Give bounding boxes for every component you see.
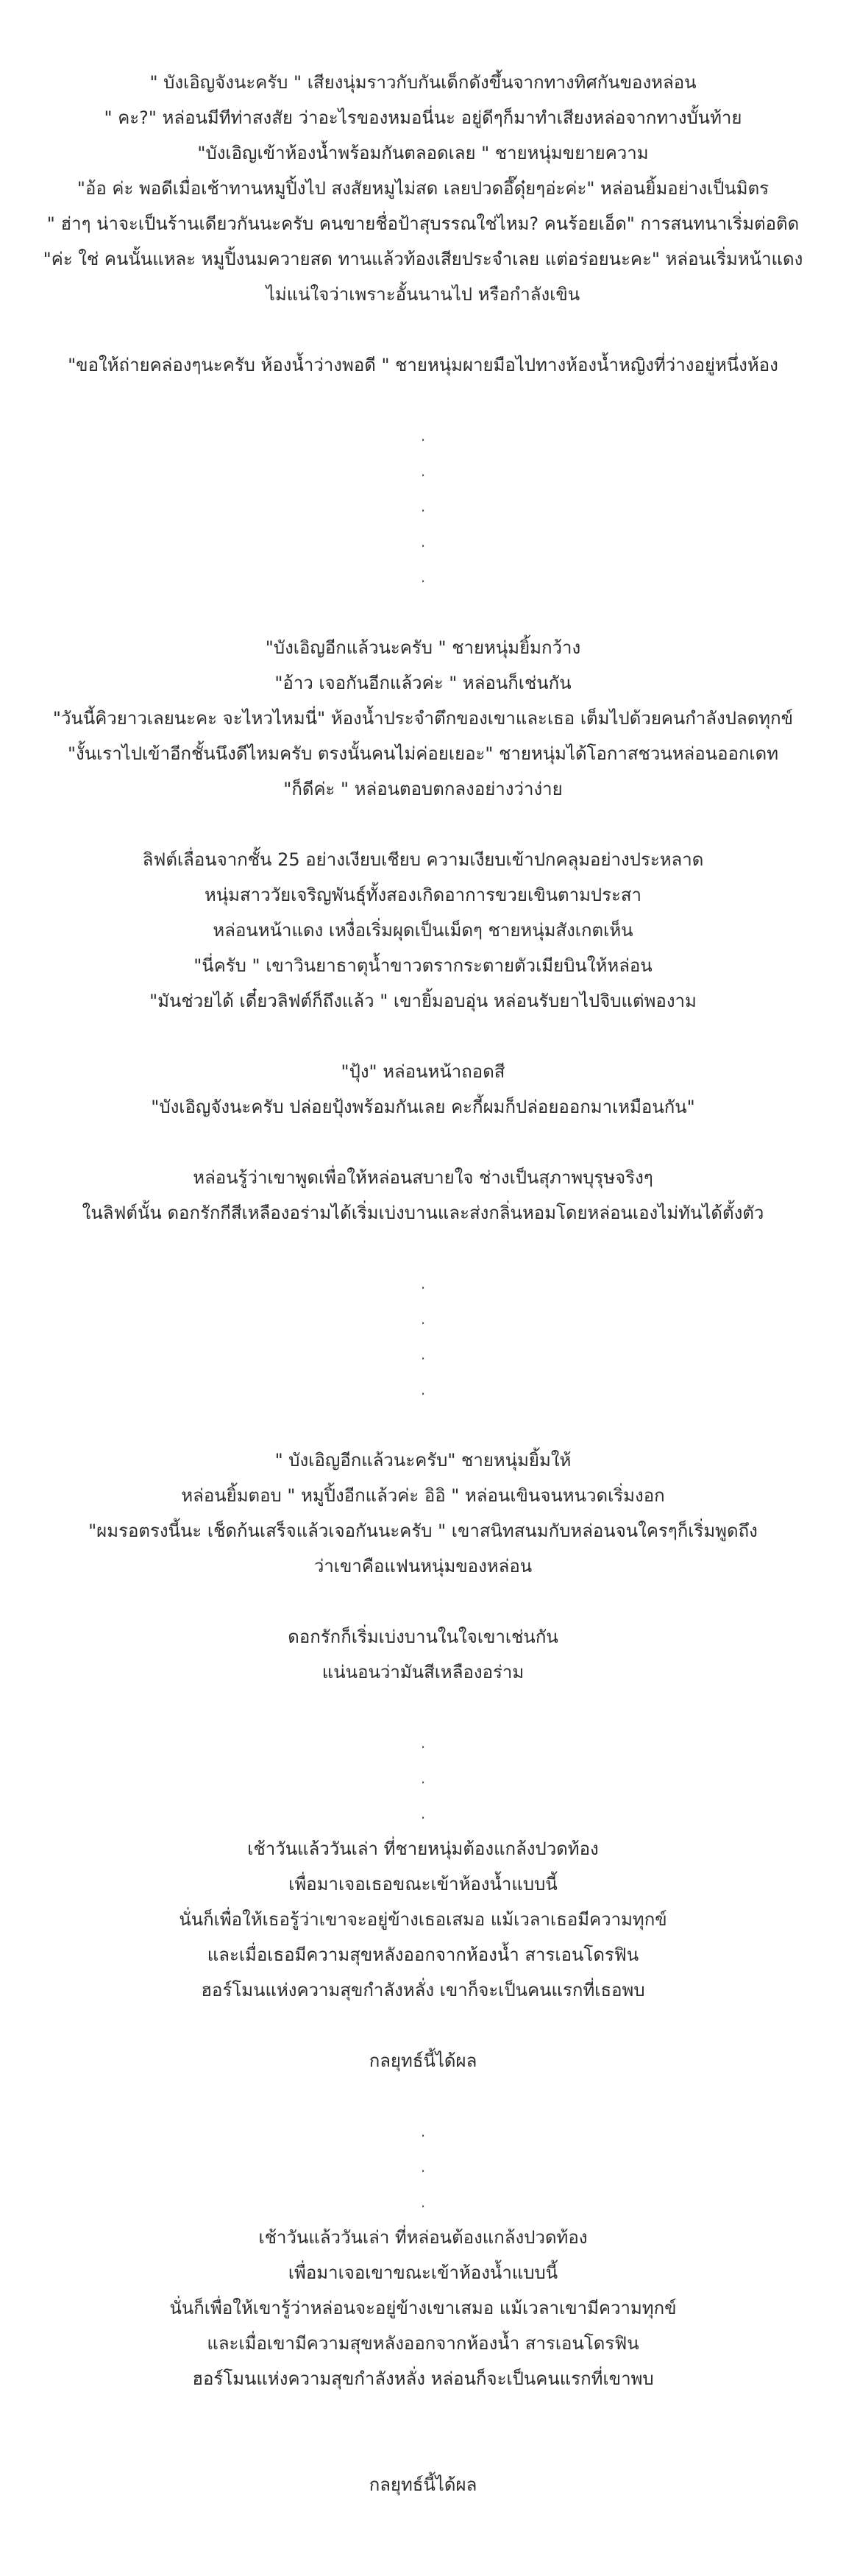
scene-break-dot: . — [420, 1381, 426, 1398]
story-line: เช้าวันแล้ววันเล่า ที่หล่อนต้องแกล้งปวดท้อง — [258, 2227, 588, 2248]
story-line: และเมื่อเธอมีความสุขหลังออกจากห้องน้ำ สารเอนโดรฟิน — [207, 1945, 639, 1965]
story-line: กลยุทธ์นี้ได้ผล — [369, 2474, 477, 2495]
story-line: ในลิฟต์นั้น ดอกรักกีสีเหลืองอร่ามได้เริ่มเบ่งบานและส่งกลิ่นหอมโดยหล่อนเองไม่ทันได้ตั้งตัว — [82, 1203, 764, 1223]
paragraph-gap — [0, 1690, 846, 1725]
story-line: "บังเอิญจังนะครับ ปล่อยปุ้งพร้อมกันเลย คะกี้ผมก็ปล่อยออกมาเหมือนกัน" — [151, 1097, 695, 1117]
scene-break-dot: . — [420, 1769, 426, 1787]
paragraph-gap — [0, 1019, 846, 1054]
story-line: นั่นก็เพื่อให้เขารู้ว่าหล่อนจะอยู่ข้างเขาเสมอ แม้เวลาเขามีความทุกข์ — [169, 2298, 677, 2318]
scene-break-dot: . — [420, 1345, 426, 1363]
story-line: "มันช่วยได้ เดี๋ยวลิฟต์ก็ถึงแล้ว " เขายิ้มอบอุ่น หล่อนรับยาไปจิบแต่พองาม — [149, 991, 697, 1011]
story-line: เช้าวันแล้ววันเล่า ที่ชายหนุ่มต้องแกล้งปวดท้อง — [247, 1839, 599, 1859]
story-line: "งั้นเราไปเข้าอีกชั้นนึงดีไหมครับ ตรงนั้นคนไม่ค่อยเยอะ" ชายหนุ่มได้โอกาสชวนหล่อนออกเดท — [67, 743, 779, 764]
story-line: " คะ?" หล่อนมีทีท่าสงสัย ว่าอะไรของหมอนี่นะ อยู่ดีๆก็มาทำเสียงหล่อจากทางบั้นท้าย — [104, 107, 742, 128]
scene-break-dot: . — [420, 1310, 426, 1328]
story-line: ลิฟต์เลื่อนจากชั้น 25 อย่างเงียบเชียบ ความเงียบเข้าปกคลุมอย่างประหลาด — [142, 849, 704, 870]
story-line: " บังเอิญอีกแล้วนะครับ" ชายหนุ่มยิ้มให้ — [274, 1450, 572, 1471]
story-line: "บังเอิญอีกแล้วนะครับ " ชายหนุ่มยิ้มกว้าง — [265, 637, 581, 658]
scene-break-dot: . — [420, 498, 426, 515]
scene-break-dot: . — [420, 1275, 426, 1292]
story-line: "ผมรอตรงนี้นะ เช็ดก้นเสร็จแล้วเจอกันนะครับ " เขาสนิทสนมกับหล่อนจนใครๆก็เริ่มพูดถึง — [88, 1521, 758, 1541]
story-body — [0, 65, 846, 2502]
paragraph-gap — [0, 312, 846, 347]
paragraph-gap — [0, 1584, 846, 1619]
paragraph-gap — [0, 2008, 846, 2043]
story-line: ฮอร์โมนแห่งความสุขกำลังหลั่ง เขาก็จะเป็นคนแรกที่เธอพบ — [201, 1980, 645, 2000]
story-line: หล่อนหน้าแดง เหงื่อเริ่มผุดเป็นเม็ดๆ ชายหนุ่มสังเกตเห็น — [213, 920, 633, 941]
story-line: "บังเอิญเข้าห้องน้ำพร้อมกันตลอดเลย " ชายหนุ่มขยายความ — [197, 143, 649, 163]
scene-break-dot: . — [420, 462, 426, 480]
paragraph-gap — [0, 2396, 846, 2432]
story-line: ฮอร์โมนแห่งความสุขกำลังหลั่ง หล่อนก็จะเป็นคนแรกที่เขาพบ — [192, 2368, 654, 2389]
paragraph-gap — [0, 383, 846, 418]
story-line: "นี่ครับ " เขาวินยาธาตุน้ำขาวตรากระตายตัวเมียบินให้หล่อน — [193, 955, 653, 976]
paragraph-gap — [0, 2078, 846, 2114]
story-line: หล่อนยิ้มตอบ " หมูปิ้งอีกแล้วค่ะ อิอิ " หล่อนเขินจนหนวดเริ่มงอก — [181, 1485, 665, 1506]
story-line: ว่าเขาคือแฟนหนุ่มของหล่อน — [313, 1556, 533, 1577]
story-line: " ฮ่าๆ น่าจะเป็นร้านเดียวกันนะครับ คนขายชื่อป้าสุบรรณใช่ไหม? คนร้อยเอ็ด" การสนทนาเริ่มต่อติด — [46, 213, 800, 234]
story-line: "ค่ะ ใช่ คนนั้นแหละ หมูปิ้งนมควายสด ทานแล้วท้องเสียประจำเลย แต่อร่อยนะคะ" หล่อนเริ่มหน้าแดง — [43, 249, 803, 269]
scene-break-dot: . — [420, 427, 426, 445]
story-line: "ก็ดีค่ะ " หล่อนตอบตกลงอย่างว่าง่าย — [283, 779, 563, 799]
scene-break-dot: . — [420, 2158, 426, 2176]
scene-break-dot: . — [420, 2193, 426, 2211]
story-line: นั่นก็เพื่อให้เธอรู้ว่าเขาจะอยู่ข้างเธอเสมอ แม้เวลาเธอมีความทุกข์ — [179, 1909, 667, 1930]
story-line: "วันนี้คิวยาวเลยนะคะ จะไหวไหมนี่" ห้องน้ำประจำตึกของเขาและเธอ เต็มไปด้วยคนกำลังปลดทุกข์ — [52, 708, 794, 729]
story-line: แน่นอนว่ามันสีเหลืองอร่าม — [321, 1662, 525, 1682]
story-line: และเมื่อเขามีความสุขหลังออกจากห้องน้ำ สารเอนโดรฟิน — [207, 2333, 639, 2354]
story-line: "ขอให้ถ่ายคล่องๆนะครับ ห้องน้ำว่างพอดี " ชายหนุ่มผายมือไปทางห้องน้ำหญิงที่ว่างอยู่หนึ่งห้อง — [68, 355, 778, 375]
story-line: หล่อนรู้ว่าเขาพูดเพื่อให้หล่อนสบายใจ ช่างเป็นสุภาพบุรุษจริงๆ — [193, 1167, 653, 1188]
scene-break-dot: . — [420, 1805, 426, 1822]
paragraph-gap — [0, 807, 846, 842]
story-line: ดอกรักก็เริ่มเบ่งบานในใจเขาเช่นกัน — [288, 1627, 558, 1647]
scene-break-dot: . — [420, 568, 426, 586]
paragraph-gap — [0, 1231, 846, 1266]
scene-break-dot: . — [420, 2123, 426, 2140]
story-line: ไม่แน่ใจว่าเพราะอั้นนานไป หรือกำลังเขิน — [266, 284, 580, 305]
paragraph-gap — [0, 2432, 846, 2467]
paragraph-gap — [0, 1125, 846, 1160]
story-line: เพื่อมาเจอเขาขณะเข้าห้องน้ำแบบนี้ — [288, 2262, 558, 2283]
story-line: เพื่อมาเจอเธอขณะเข้าห้องน้ำแบบนี้ — [288, 1874, 558, 1894]
story-line: "อ้อ ค่ะ พอดีเมื่อเช้าทานหมูปิ้งไป สงสัยหมูไม่สด เลยปวดอึ๊ดุ๋ยๆอ่ะค่ะ" หล่อนยิ้มอย่างเป็นมิตร — [77, 178, 769, 199]
story-line: "อ้าว เจอกันอีกแล้วค่ะ " หล่อนก็เช่นกัน — [274, 673, 572, 693]
story-line: กลยุทธ์นี้ได้ผล — [369, 2050, 477, 2071]
story-line: หนุ่มสาววัยเจริญพันธุ์ทั้งสองเกิดอาการขวยเขินตามประสา — [204, 885, 642, 905]
scene-break-dot: . — [420, 1734, 426, 1752]
scene-break-dot: . — [420, 533, 426, 551]
story-line: "ปุ้ง" หล่อนหน้าถอดสี — [341, 1061, 505, 1082]
story-line: " บังเอิญจังนะครับ " เสียงนุ่มราวกับกันเด็กดังขึ้นจากทางทิศกันของหล่อน — [149, 72, 697, 93]
paragraph-gap — [0, 1407, 846, 1443]
paragraph-gap — [0, 595, 846, 630]
